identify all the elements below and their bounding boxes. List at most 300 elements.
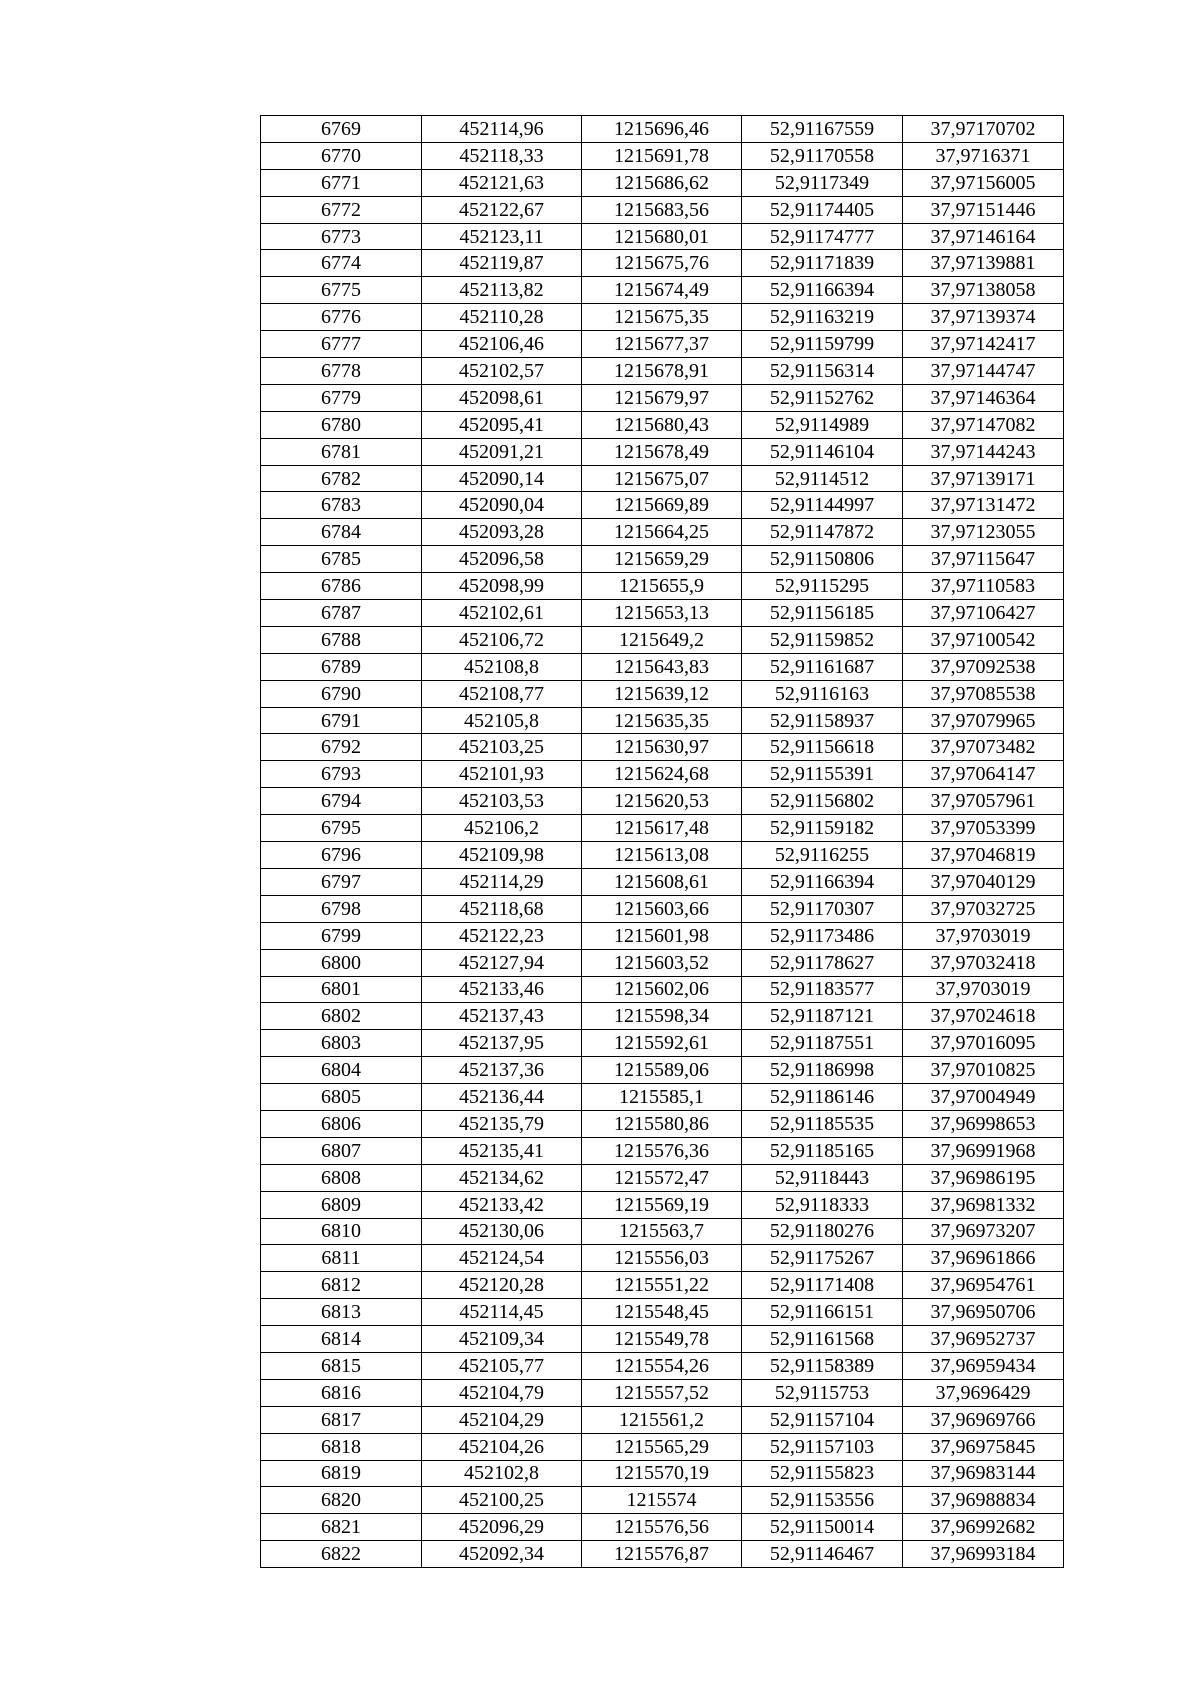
y-coordinate-cell: 1215624,68 (582, 761, 742, 788)
longitude-cell: 37,97144747 (903, 358, 1064, 385)
point-number-cell: 6771 (261, 169, 422, 196)
table-row (261, 1191, 1064, 1218)
latitude-cell: 52,91166151 (742, 1299, 903, 1326)
point-number-cell: 6774 (261, 250, 422, 277)
longitude-cell: 37,96975845 (903, 1433, 1064, 1460)
y-coordinate-cell: 1215630,97 (582, 734, 742, 761)
longitude-cell: 37,97144243 (903, 438, 1064, 465)
table-row (261, 116, 1064, 143)
table-row (261, 1110, 1064, 1137)
longitude-cell: 37,97085538 (903, 680, 1064, 707)
point-number-cell: 6786 (261, 573, 422, 600)
x-coordinate-cell: 452090,14 (422, 465, 582, 492)
point-number-cell: 6775 (261, 277, 422, 304)
latitude-cell: 52,91187121 (742, 1003, 903, 1030)
table-row (261, 1460, 1064, 1487)
point-number-cell: 6791 (261, 707, 422, 734)
point-number-cell: 6783 (261, 492, 422, 519)
x-coordinate-cell: 452090,04 (422, 492, 582, 519)
y-coordinate-cell: 1215574 (582, 1487, 742, 1514)
longitude-cell: 37,97115647 (903, 546, 1064, 573)
x-coordinate-cell: 452133,46 (422, 976, 582, 1003)
table-row (261, 842, 1064, 869)
latitude-cell: 52,91166394 (742, 277, 903, 304)
table-row (261, 384, 1064, 411)
y-coordinate-cell: 1215580,86 (582, 1110, 742, 1137)
point-number-cell: 6779 (261, 384, 422, 411)
latitude-cell: 52,91183577 (742, 976, 903, 1003)
x-coordinate-cell: 452102,57 (422, 358, 582, 385)
latitude-cell: 52,91186998 (742, 1057, 903, 1084)
y-coordinate-cell: 1215576,56 (582, 1514, 742, 1541)
point-number-cell: 6781 (261, 438, 422, 465)
x-coordinate-cell: 452118,68 (422, 895, 582, 922)
table-row (261, 788, 1064, 815)
y-coordinate-cell: 1215556,03 (582, 1245, 742, 1272)
table-row (261, 653, 1064, 680)
longitude-cell: 37,97073482 (903, 734, 1064, 761)
point-number-cell: 6795 (261, 815, 422, 842)
latitude-cell: 52,91180276 (742, 1218, 903, 1245)
y-coordinate-cell: 1215686,62 (582, 169, 742, 196)
x-coordinate-cell: 452104,29 (422, 1406, 582, 1433)
point-number-cell: 6805 (261, 1084, 422, 1111)
y-coordinate-cell: 1215691,78 (582, 142, 742, 169)
x-coordinate-cell: 452119,87 (422, 250, 582, 277)
longitude-cell: 37,96969766 (903, 1406, 1064, 1433)
point-number-cell: 6806 (261, 1110, 422, 1137)
coordinates-table-body (261, 116, 1064, 1568)
table-row (261, 1379, 1064, 1406)
point-number-cell: 6818 (261, 1433, 422, 1460)
table-row (261, 761, 1064, 788)
y-coordinate-cell: 1215617,48 (582, 815, 742, 842)
latitude-cell: 52,91150806 (742, 546, 903, 573)
latitude-cell: 52,91185165 (742, 1137, 903, 1164)
table-row (261, 976, 1064, 1003)
point-number-cell: 6807 (261, 1137, 422, 1164)
y-coordinate-cell: 1215678,49 (582, 438, 742, 465)
longitude-cell: 37,97092538 (903, 653, 1064, 680)
longitude-cell: 37,97142417 (903, 331, 1064, 358)
x-coordinate-cell: 452105,77 (422, 1352, 582, 1379)
table-row (261, 1487, 1064, 1514)
latitude-cell: 52,91161568 (742, 1326, 903, 1353)
y-coordinate-cell: 1215585,1 (582, 1084, 742, 1111)
table-row (261, 1541, 1064, 1568)
latitude-cell: 52,9115753 (742, 1379, 903, 1406)
y-coordinate-cell: 1215639,12 (582, 680, 742, 707)
longitude-cell: 37,9716371 (903, 142, 1064, 169)
latitude-cell: 52,9116255 (742, 842, 903, 869)
point-number-cell: 6777 (261, 331, 422, 358)
point-number-cell: 6810 (261, 1218, 422, 1245)
table-row (261, 1030, 1064, 1057)
table-row (261, 1406, 1064, 1433)
longitude-cell: 37,97100542 (903, 626, 1064, 653)
point-number-cell: 6800 (261, 949, 422, 976)
longitude-cell: 37,96992682 (903, 1514, 1064, 1541)
x-coordinate-cell: 452130,06 (422, 1218, 582, 1245)
latitude-cell: 52,9118443 (742, 1164, 903, 1191)
point-number-cell: 6778 (261, 358, 422, 385)
x-coordinate-cell: 452102,61 (422, 600, 582, 627)
x-coordinate-cell: 452091,21 (422, 438, 582, 465)
latitude-cell: 52,91150014 (742, 1514, 903, 1541)
longitude-cell: 37,97170702 (903, 116, 1064, 143)
latitude-cell: 52,91152762 (742, 384, 903, 411)
table-row (261, 169, 1064, 196)
y-coordinate-cell: 1215557,52 (582, 1379, 742, 1406)
point-number-cell: 6792 (261, 734, 422, 761)
longitude-cell: 37,97079965 (903, 707, 1064, 734)
latitude-cell: 52,91171839 (742, 250, 903, 277)
latitude-cell: 52,91166394 (742, 868, 903, 895)
x-coordinate-cell: 452120,28 (422, 1272, 582, 1299)
x-coordinate-cell: 452137,36 (422, 1057, 582, 1084)
y-coordinate-cell: 1215643,83 (582, 653, 742, 680)
point-number-cell: 6812 (261, 1272, 422, 1299)
longitude-cell: 37,9703019 (903, 922, 1064, 949)
y-coordinate-cell: 1215561,2 (582, 1406, 742, 1433)
latitude-cell: 52,91158937 (742, 707, 903, 734)
y-coordinate-cell: 1215576,87 (582, 1541, 742, 1568)
x-coordinate-cell: 452096,58 (422, 546, 582, 573)
point-number-cell: 6789 (261, 653, 422, 680)
table-row (261, 546, 1064, 573)
table-row (261, 438, 1064, 465)
table-row (261, 815, 1064, 842)
latitude-cell: 52,9118333 (742, 1191, 903, 1218)
latitude-cell: 52,9116163 (742, 680, 903, 707)
longitude-cell: 37,97151446 (903, 196, 1064, 223)
point-number-cell: 6813 (261, 1299, 422, 1326)
point-number-cell: 6776 (261, 304, 422, 331)
longitude-cell: 37,97146364 (903, 384, 1064, 411)
table-row (261, 707, 1064, 734)
x-coordinate-cell: 452108,77 (422, 680, 582, 707)
x-coordinate-cell: 452118,33 (422, 142, 582, 169)
x-coordinate-cell: 452095,41 (422, 411, 582, 438)
point-number-cell: 6794 (261, 788, 422, 815)
x-coordinate-cell: 452092,34 (422, 1541, 582, 1568)
y-coordinate-cell: 1215565,29 (582, 1433, 742, 1460)
latitude-cell: 52,91146467 (742, 1541, 903, 1568)
latitude-cell: 52,91156802 (742, 788, 903, 815)
y-coordinate-cell: 1215589,06 (582, 1057, 742, 1084)
latitude-cell: 52,91173486 (742, 922, 903, 949)
y-coordinate-cell: 1215675,07 (582, 465, 742, 492)
y-coordinate-cell: 1215598,34 (582, 1003, 742, 1030)
point-number-cell: 6821 (261, 1514, 422, 1541)
point-number-cell: 6811 (261, 1245, 422, 1272)
x-coordinate-cell: 452103,53 (422, 788, 582, 815)
table-row (261, 1433, 1064, 1460)
x-coordinate-cell: 452103,25 (422, 734, 582, 761)
longitude-cell: 37,96950706 (903, 1299, 1064, 1326)
point-number-cell: 6780 (261, 411, 422, 438)
x-coordinate-cell: 452110,28 (422, 304, 582, 331)
table-row (261, 1514, 1064, 1541)
point-number-cell: 6788 (261, 626, 422, 653)
longitude-cell: 37,97139171 (903, 465, 1064, 492)
table-row (261, 1299, 1064, 1326)
point-number-cell: 6802 (261, 1003, 422, 1030)
y-coordinate-cell: 1215601,98 (582, 922, 742, 949)
longitude-cell: 37,97138058 (903, 277, 1064, 304)
longitude-cell: 37,96998653 (903, 1110, 1064, 1137)
table-row (261, 223, 1064, 250)
table-row (261, 1326, 1064, 1353)
table-row (261, 626, 1064, 653)
longitude-cell: 37,97156005 (903, 169, 1064, 196)
table-row (261, 573, 1064, 600)
point-number-cell: 6772 (261, 196, 422, 223)
y-coordinate-cell: 1215592,61 (582, 1030, 742, 1057)
table-row (261, 1164, 1064, 1191)
latitude-cell: 52,9114989 (742, 411, 903, 438)
table-row (261, 680, 1064, 707)
longitude-cell: 37,97064147 (903, 761, 1064, 788)
x-coordinate-cell: 452108,8 (422, 653, 582, 680)
y-coordinate-cell: 1215620,53 (582, 788, 742, 815)
x-coordinate-cell: 452106,46 (422, 331, 582, 358)
table-row (261, 1003, 1064, 1030)
latitude-cell: 52,91156314 (742, 358, 903, 385)
y-coordinate-cell: 1215549,78 (582, 1326, 742, 1353)
point-number-cell: 6801 (261, 976, 422, 1003)
x-coordinate-cell: 452137,43 (422, 1003, 582, 1030)
point-number-cell: 6769 (261, 116, 422, 143)
longitude-cell: 37,96952737 (903, 1326, 1064, 1353)
point-number-cell: 6798 (261, 895, 422, 922)
x-coordinate-cell: 452114,29 (422, 868, 582, 895)
y-coordinate-cell: 1215683,56 (582, 196, 742, 223)
longitude-cell: 37,96988834 (903, 1487, 1064, 1514)
x-coordinate-cell: 452109,34 (422, 1326, 582, 1353)
latitude-cell: 52,91155391 (742, 761, 903, 788)
y-coordinate-cell: 1215603,52 (582, 949, 742, 976)
table-row (261, 331, 1064, 358)
y-coordinate-cell: 1215570,19 (582, 1460, 742, 1487)
latitude-cell: 52,9114512 (742, 465, 903, 492)
point-number-cell: 6820 (261, 1487, 422, 1514)
latitude-cell: 52,91153556 (742, 1487, 903, 1514)
longitude-cell: 37,96954761 (903, 1272, 1064, 1299)
x-coordinate-cell: 452135,41 (422, 1137, 582, 1164)
longitude-cell: 37,97053399 (903, 815, 1064, 842)
latitude-cell: 52,91157104 (742, 1406, 903, 1433)
y-coordinate-cell: 1215674,49 (582, 277, 742, 304)
point-number-cell: 6793 (261, 761, 422, 788)
table-row (261, 1218, 1064, 1245)
latitude-cell: 52,91186146 (742, 1084, 903, 1111)
point-number-cell: 6782 (261, 465, 422, 492)
latitude-cell: 52,91146104 (742, 438, 903, 465)
x-coordinate-cell: 452137,95 (422, 1030, 582, 1057)
longitude-cell: 37,9703019 (903, 976, 1064, 1003)
y-coordinate-cell: 1215613,08 (582, 842, 742, 869)
longitude-cell: 37,97146164 (903, 223, 1064, 250)
x-coordinate-cell: 452133,42 (422, 1191, 582, 1218)
table-row (261, 600, 1064, 627)
latitude-cell: 52,91167559 (742, 116, 903, 143)
y-coordinate-cell: 1215554,26 (582, 1352, 742, 1379)
coordinates-table (260, 115, 1064, 1568)
x-coordinate-cell: 452114,96 (422, 116, 582, 143)
longitude-cell: 37,96983144 (903, 1460, 1064, 1487)
table-row (261, 250, 1064, 277)
x-coordinate-cell: 452122,67 (422, 196, 582, 223)
latitude-cell: 52,91155823 (742, 1460, 903, 1487)
y-coordinate-cell: 1215675,76 (582, 250, 742, 277)
latitude-cell: 52,91156618 (742, 734, 903, 761)
x-coordinate-cell: 452124,54 (422, 1245, 582, 1272)
latitude-cell: 52,91175267 (742, 1245, 903, 1272)
latitude-cell: 52,91178627 (742, 949, 903, 976)
table-row (261, 895, 1064, 922)
point-number-cell: 6799 (261, 922, 422, 949)
point-number-cell: 6809 (261, 1191, 422, 1218)
y-coordinate-cell: 1215655,9 (582, 573, 742, 600)
longitude-cell: 37,97110583 (903, 573, 1064, 600)
x-coordinate-cell: 452106,2 (422, 815, 582, 842)
longitude-cell: 37,97024618 (903, 1003, 1064, 1030)
x-coordinate-cell: 452114,45 (422, 1299, 582, 1326)
point-number-cell: 6773 (261, 223, 422, 250)
latitude-cell: 52,91157103 (742, 1433, 903, 1460)
y-coordinate-cell: 1215551,22 (582, 1272, 742, 1299)
point-number-cell: 6819 (261, 1460, 422, 1487)
x-coordinate-cell: 452127,94 (422, 949, 582, 976)
x-coordinate-cell: 452102,8 (422, 1460, 582, 1487)
latitude-cell: 52,91158389 (742, 1352, 903, 1379)
longitude-cell: 37,96959434 (903, 1352, 1064, 1379)
table-row (261, 196, 1064, 223)
y-coordinate-cell: 1215635,35 (582, 707, 742, 734)
y-coordinate-cell: 1215649,2 (582, 626, 742, 653)
longitude-cell: 37,97147082 (903, 411, 1064, 438)
table-row (261, 922, 1064, 949)
x-coordinate-cell: 452123,11 (422, 223, 582, 250)
point-number-cell: 6804 (261, 1057, 422, 1084)
latitude-cell: 52,91163219 (742, 304, 903, 331)
y-coordinate-cell: 1215603,66 (582, 895, 742, 922)
y-coordinate-cell: 1215669,89 (582, 492, 742, 519)
point-number-cell: 6770 (261, 142, 422, 169)
latitude-cell: 52,91170558 (742, 142, 903, 169)
x-coordinate-cell: 452100,25 (422, 1487, 582, 1514)
x-coordinate-cell: 452106,72 (422, 626, 582, 653)
longitude-cell: 37,9696429 (903, 1379, 1064, 1406)
longitude-cell: 37,97046819 (903, 842, 1064, 869)
y-coordinate-cell: 1215602,06 (582, 976, 742, 1003)
x-coordinate-cell: 452104,79 (422, 1379, 582, 1406)
table-row (261, 492, 1064, 519)
y-coordinate-cell: 1215653,13 (582, 600, 742, 627)
point-number-cell: 6803 (261, 1030, 422, 1057)
point-number-cell: 6785 (261, 546, 422, 573)
latitude-cell: 52,9115295 (742, 573, 903, 600)
latitude-cell: 52,9117349 (742, 169, 903, 196)
y-coordinate-cell: 1215680,01 (582, 223, 742, 250)
longitude-cell: 37,97004949 (903, 1084, 1064, 1111)
table-row (261, 1084, 1064, 1111)
longitude-cell: 37,97139374 (903, 304, 1064, 331)
y-coordinate-cell: 1215548,45 (582, 1299, 742, 1326)
longitude-cell: 37,97106427 (903, 600, 1064, 627)
longitude-cell: 37,96981332 (903, 1191, 1064, 1218)
point-number-cell: 6790 (261, 680, 422, 707)
latitude-cell: 52,91159799 (742, 331, 903, 358)
y-coordinate-cell: 1215677,37 (582, 331, 742, 358)
x-coordinate-cell: 452098,61 (422, 384, 582, 411)
longitude-cell: 37,97010825 (903, 1057, 1064, 1084)
point-number-cell: 6816 (261, 1379, 422, 1406)
x-coordinate-cell: 452096,29 (422, 1514, 582, 1541)
point-number-cell: 6808 (261, 1164, 422, 1191)
table-row (261, 949, 1064, 976)
x-coordinate-cell: 452134,62 (422, 1164, 582, 1191)
point-number-cell: 6814 (261, 1326, 422, 1353)
longitude-cell: 37,97040129 (903, 868, 1064, 895)
table-row (261, 868, 1064, 895)
x-coordinate-cell: 452136,44 (422, 1084, 582, 1111)
point-number-cell: 6796 (261, 842, 422, 869)
latitude-cell: 52,91159852 (742, 626, 903, 653)
latitude-cell: 52,91170307 (742, 895, 903, 922)
y-coordinate-cell: 1215569,19 (582, 1191, 742, 1218)
table-row (261, 142, 1064, 169)
x-coordinate-cell: 452105,8 (422, 707, 582, 734)
y-coordinate-cell: 1215563,7 (582, 1218, 742, 1245)
longitude-cell: 37,97139881 (903, 250, 1064, 277)
y-coordinate-cell: 1215678,91 (582, 358, 742, 385)
y-coordinate-cell: 1215675,35 (582, 304, 742, 331)
longitude-cell: 37,97123055 (903, 519, 1064, 546)
latitude-cell: 52,91159182 (742, 815, 903, 842)
table-row (261, 1245, 1064, 1272)
x-coordinate-cell: 452121,63 (422, 169, 582, 196)
table-row (261, 358, 1064, 385)
x-coordinate-cell: 452093,28 (422, 519, 582, 546)
latitude-cell: 52,91171408 (742, 1272, 903, 1299)
x-coordinate-cell: 452122,23 (422, 922, 582, 949)
longitude-cell: 37,97057961 (903, 788, 1064, 815)
x-coordinate-cell: 452098,99 (422, 573, 582, 600)
point-number-cell: 6815 (261, 1352, 422, 1379)
y-coordinate-cell: 1215608,61 (582, 868, 742, 895)
y-coordinate-cell: 1215576,36 (582, 1137, 742, 1164)
table-row (261, 465, 1064, 492)
y-coordinate-cell: 1215572,47 (582, 1164, 742, 1191)
x-coordinate-cell: 452104,26 (422, 1433, 582, 1460)
y-coordinate-cell: 1215696,46 (582, 116, 742, 143)
latitude-cell: 52,91187551 (742, 1030, 903, 1057)
longitude-cell: 37,96991968 (903, 1137, 1064, 1164)
x-coordinate-cell: 452113,82 (422, 277, 582, 304)
longitude-cell: 37,96993184 (903, 1541, 1064, 1568)
y-coordinate-cell: 1215664,25 (582, 519, 742, 546)
latitude-cell: 52,91144997 (742, 492, 903, 519)
latitude-cell: 52,91147872 (742, 519, 903, 546)
longitude-cell: 37,96986195 (903, 1164, 1064, 1191)
y-coordinate-cell: 1215659,29 (582, 546, 742, 573)
x-coordinate-cell: 452101,93 (422, 761, 582, 788)
latitude-cell: 52,91185535 (742, 1110, 903, 1137)
point-number-cell: 6822 (261, 1541, 422, 1568)
point-number-cell: 6817 (261, 1406, 422, 1433)
